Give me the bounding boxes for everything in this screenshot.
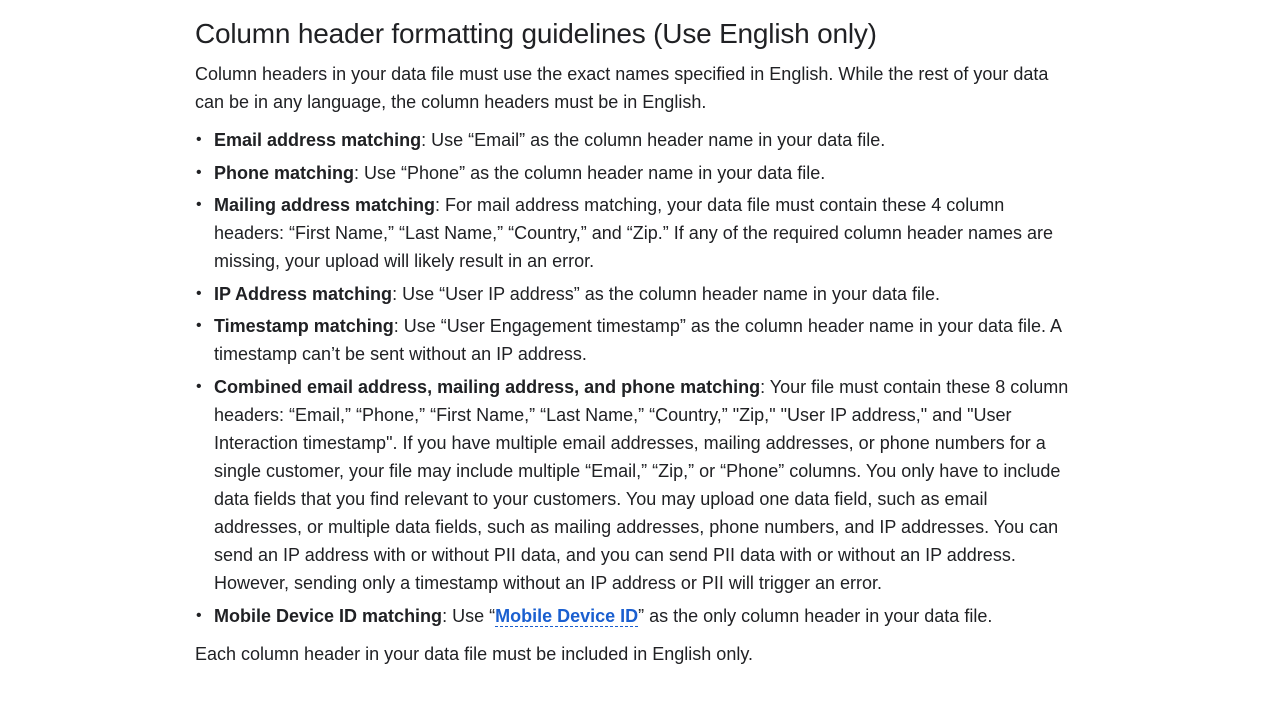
closing-paragraph: Each column header in your data file must be included in English only. [195,643,753,664]
list-item-term: Timestamp matching [214,316,394,337]
list-item-text: : Use “Email” as the column header name in your data file. [421,130,886,150]
list-item-mailing-address [195,191,1075,275]
list-item-timestamp [195,312,1075,368]
list-item-term: IP Address matching [214,283,393,304]
list-item-text: : Use “User IP address” as the column header name in your data file. [392,283,940,304]
list-item-email [195,126,1075,154]
list-item-text-before: : Use “ [442,605,496,626]
list-item-mobile-device-id [195,602,1075,630]
list-item-term: Email address matching [214,130,422,150]
list-item-ip-address [195,280,1075,308]
list-item-term: Combined email address, mailing address, and phone matching [214,376,761,397]
list-item-term: Mailing address matching [214,195,436,216]
list-item-text: : Use “User Engagement timestamp” as the column header name in your data file. A timestamp can’t be sent without an IP address. [214,316,1062,365]
list-item-phone [195,159,1075,187]
list-item-text: : Your file must contain these 8 column headers: “Email,” “Phone,” “First Name,” “Last Name,” “Country,” "Zip," "User IP address," and "User Interaction timestamp". If you have multiple email addresses, mailing addresses, or phone numbers for a single customer, your file may include multiple “Email,” “Zip,” or “Phone” columns. You only have to include data fields that you find relevant to your customers. You may upload one data field, such as email addresses, or multiple data fields, such as mailing addresses, phone numbers, and IP addresses. You can send an IP address with or without PII data, and you can send PII data with or without an IP address. However, sending only a timestamp without an IP address or PII will trigger an error. [214,376,1069,593]
page-title: Column header formatting guidelines (Use English only) [195,18,877,49]
list-item-combined [195,373,1075,597]
list-item-text: : Use “Phone” as the column header name in your data file. [354,162,826,183]
list-item-text-after: ” as the only column header in your data file. [638,605,993,626]
mobile-device-id-link[interactable]: Mobile Device ID [495,605,639,626]
guidelines-article [195,14,1075,668]
guidelines-list [195,126,1075,630]
list-item-text: : For mail address matching, your data file must contain these 4 column headers: “First Name,” “Last Name,” “Country,” and “Zip.” If any of the required column header names are missing, your upload will likely result in an error. [214,195,1054,272]
list-item-term: Phone matching [214,162,355,183]
intro-paragraph: Column headers in your data file must use the exact names specified in English. While the rest of your data can be in any language, the column headers must be in English. [195,64,1049,112]
list-item-term: Mobile Device ID matching [214,605,443,626]
